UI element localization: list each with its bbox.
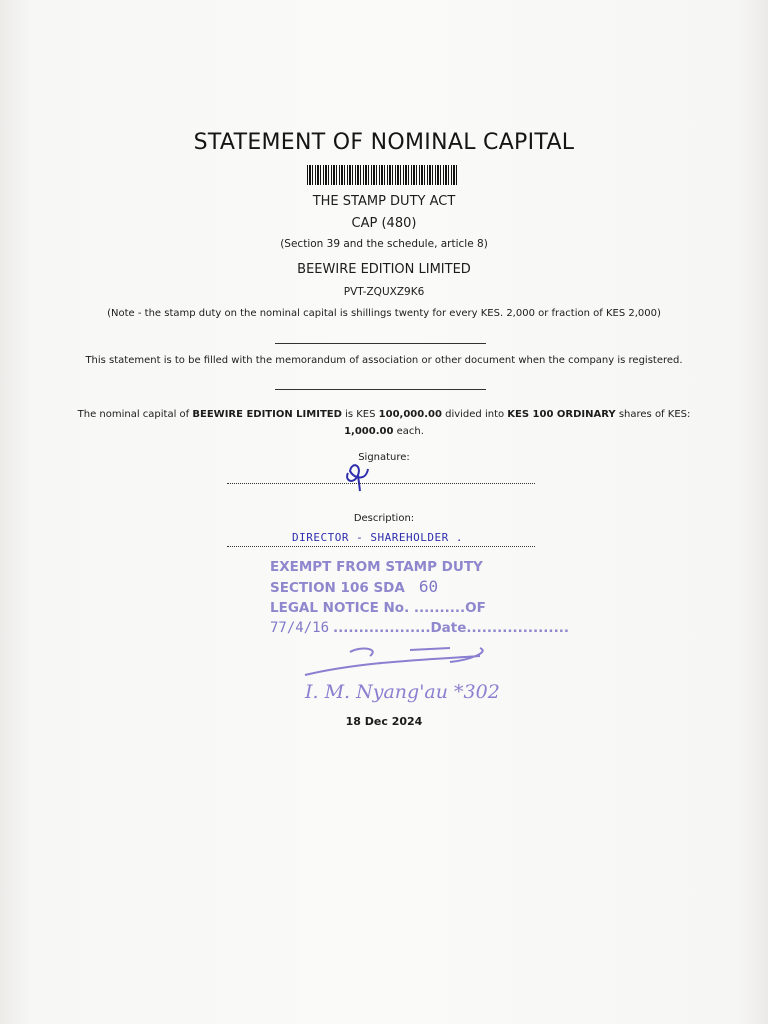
company-name: BEEWIRE EDITION LIMITED — [297, 262, 471, 277]
section-reference: (Section 39 and the schedule, article 8) — [280, 238, 488, 250]
cap-number: CAP (480) — [351, 216, 417, 231]
stamp-line: EXEMPT FROM STAMP DUTY — [270, 559, 483, 575]
exemption-stamp — [270, 557, 569, 638]
stamp-line-with-number — [270, 577, 569, 598]
divider — [275, 343, 486, 344]
capital-amount: 100,000.00 — [378, 409, 442, 420]
handwritten-signature — [340, 455, 375, 495]
text: The nominal capital of — [77, 409, 193, 420]
document-title: STATEMENT OF NOMINAL CAPITAL — [193, 130, 575, 155]
company-name-bold: BEEWIRE EDITION LIMITED — [192, 409, 342, 420]
stamp-duty-note: (Note - the stamp duty on the nominal capital is shillings twenty for every KES. 2,000 or fraction of KES 2,000) — [107, 308, 661, 319]
stamp-line-with-date — [270, 618, 569, 638]
registration-number: PVT-ZQUXZ9K6 — [343, 286, 425, 298]
share-count: KES 100 ORDINARY — [507, 409, 616, 420]
handwritten-notice-number: 60 — [418, 577, 439, 596]
stamp-line: LEGAL NOTICE No. ..........OF — [270, 600, 486, 616]
signature-line — [227, 483, 535, 484]
share-value: 1,000.00 — [344, 426, 394, 437]
document-date: 18 Dec 2024 — [345, 715, 423, 728]
handwritten-date: 77/4/16 — [270, 620, 330, 636]
text: each. — [393, 426, 424, 437]
stamp-line: SECTION 106 SDA — [270, 580, 405, 596]
description-label: Description: — [353, 513, 415, 524]
divider — [275, 389, 486, 390]
barcode — [307, 165, 457, 185]
officer-signature — [300, 642, 495, 678]
signature-label: Signature: — [358, 452, 410, 463]
filing-statement: This statement is to be filled with the memorandum of association or other document when the company is registered. — [85, 355, 683, 366]
description-line — [227, 546, 535, 547]
act-name: THE STAMP DUTY ACT — [312, 194, 456, 209]
text: shares of KES: — [615, 409, 691, 420]
text: divided into — [441, 409, 508, 420]
officer-name: I. M. Nyang'au *302 — [305, 681, 500, 703]
description-value: DIRECTOR - SHAREHOLDER . — [292, 531, 463, 544]
nominal-capital-statement — [55, 406, 713, 440]
stamp-line: ...................Date.................... — [333, 620, 569, 636]
text: is KES — [341, 409, 379, 420]
